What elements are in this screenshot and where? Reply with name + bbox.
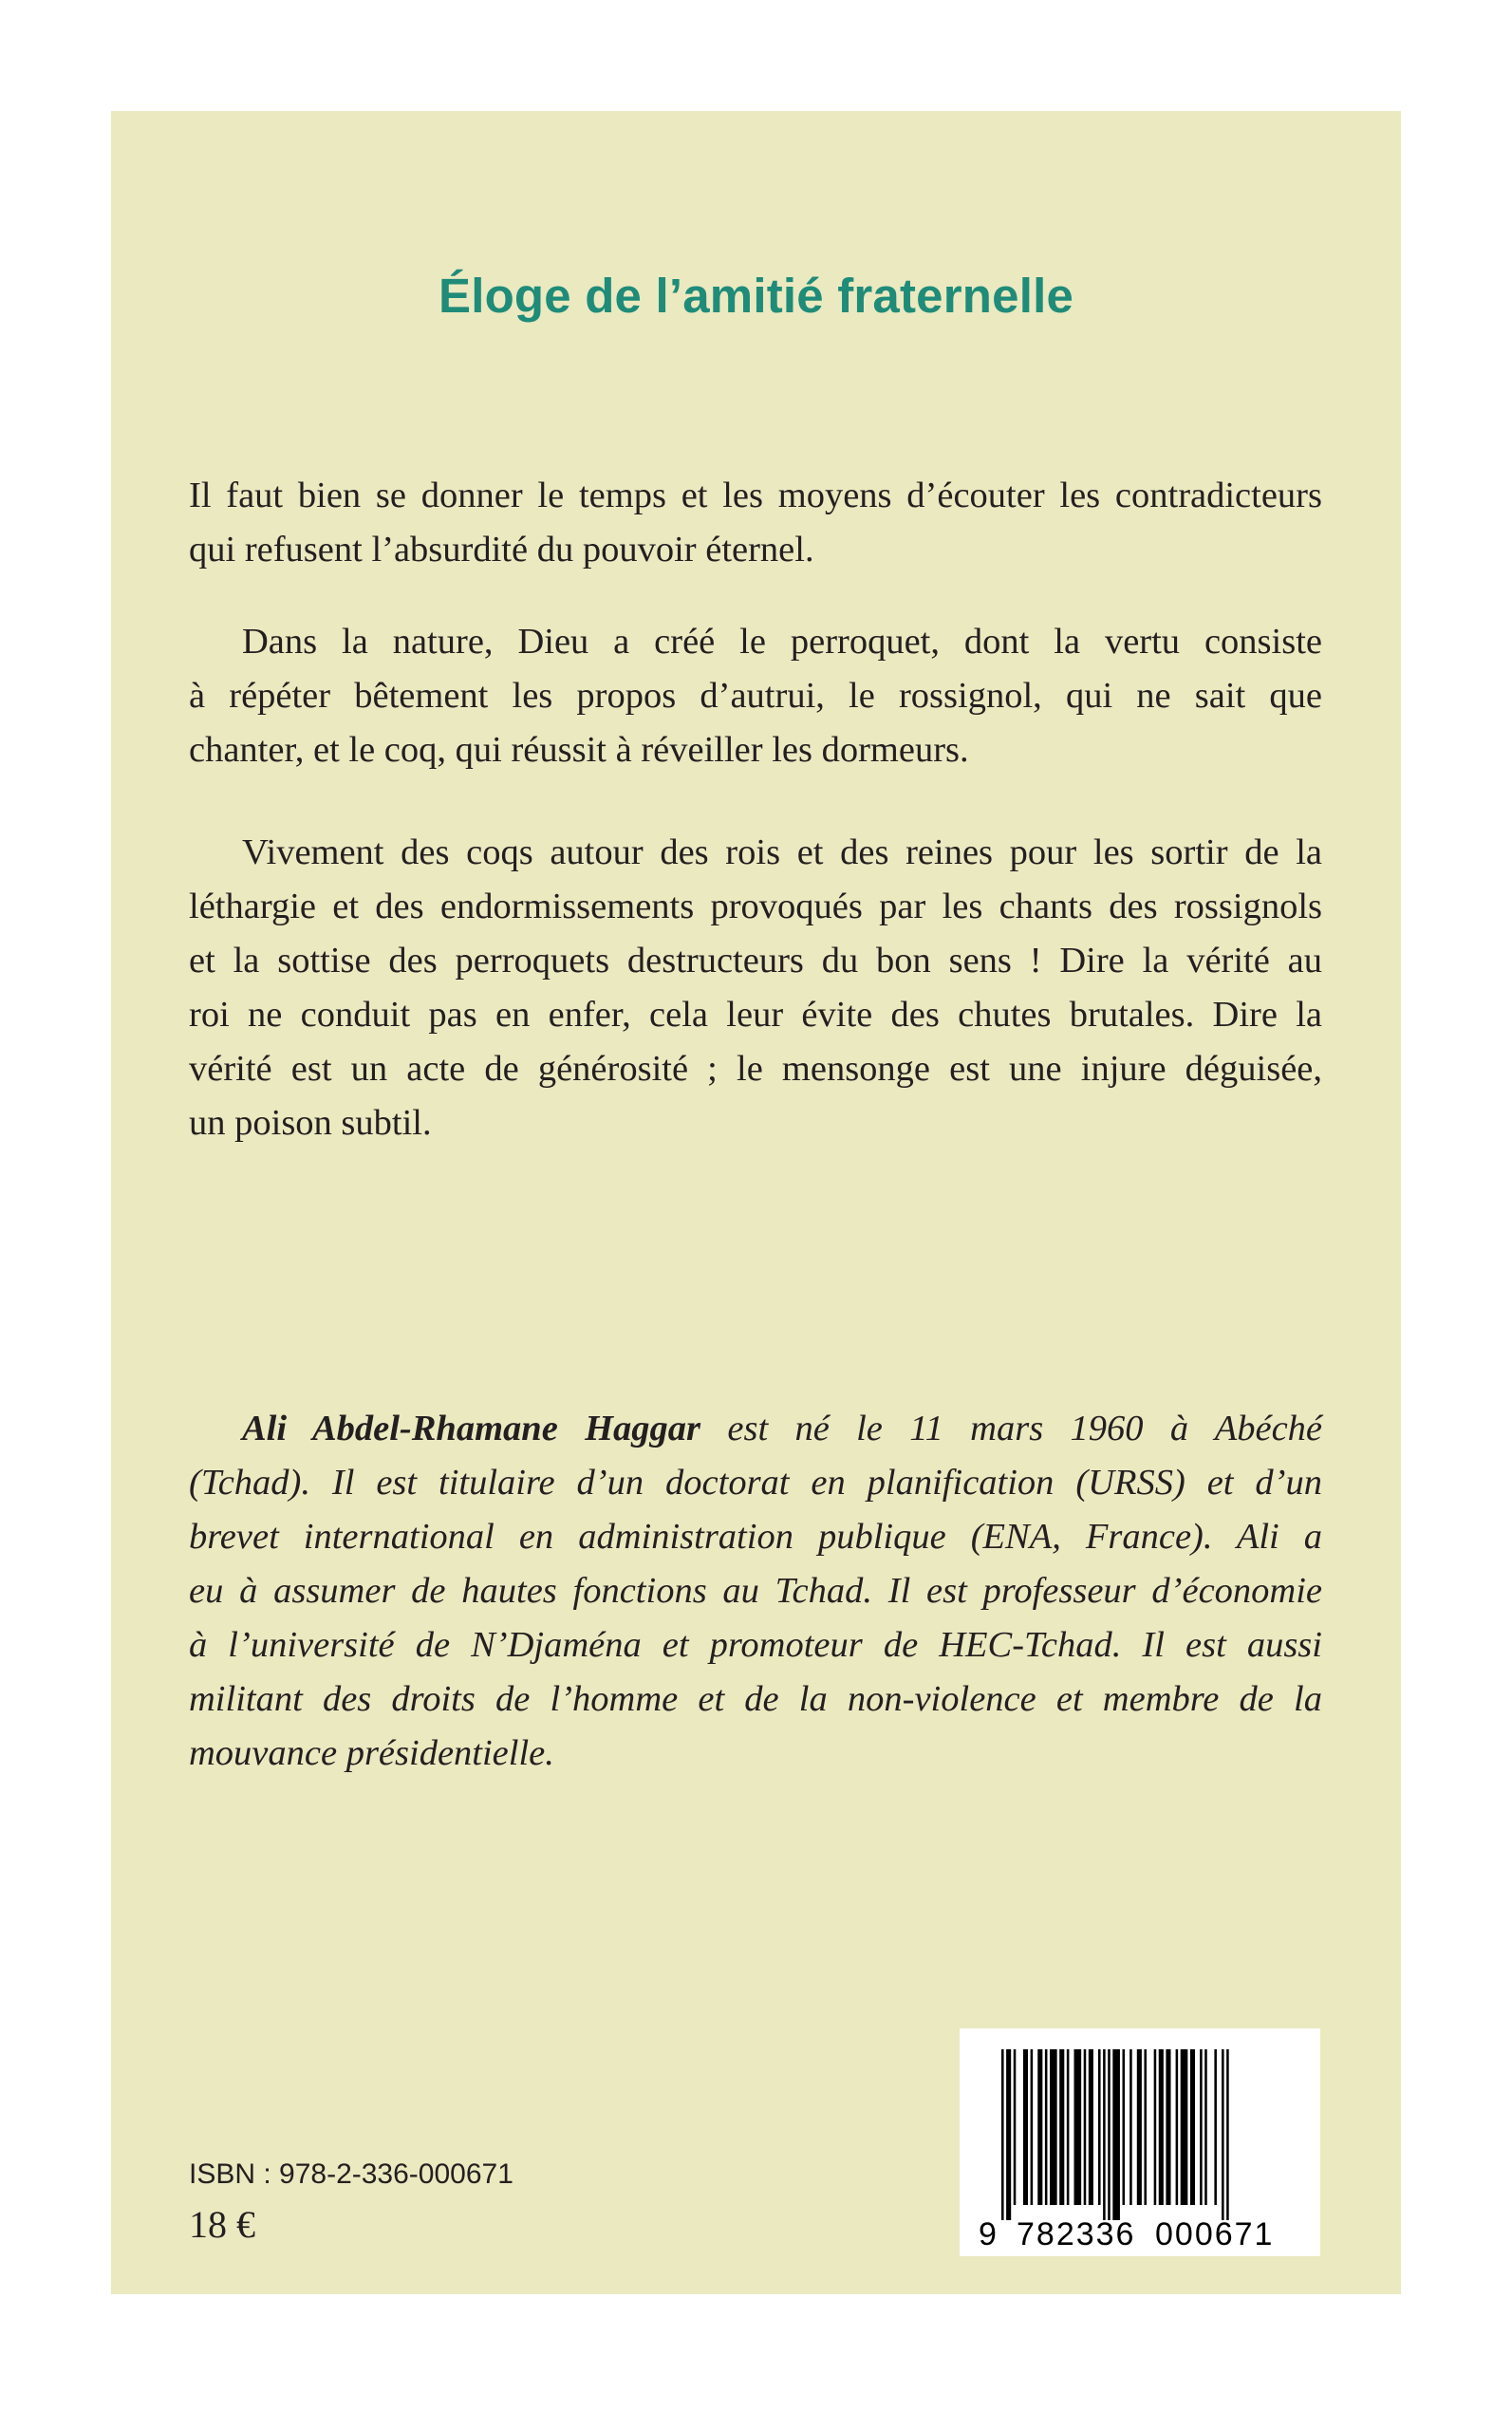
barcode-bar [1098, 2049, 1101, 2205]
book-back-cover [111, 111, 1401, 2294]
barcode-bar [1084, 2049, 1087, 2205]
barcode-bar [1059, 2049, 1064, 2205]
barcode-bar [1067, 2049, 1070, 2205]
barcode-bar [1137, 2049, 1142, 2205]
text-line: à répéter bêtement les propos d’autrui, le rossignol, qui ne sait que [189, 676, 1322, 716]
barcode-bar [1103, 2049, 1106, 2220]
barcode-bar [1001, 2049, 1004, 2220]
text-line: un poison subtil. [189, 1103, 432, 1143]
barcode-bar [1014, 2049, 1017, 2205]
barcode-bar [1031, 2049, 1034, 2205]
text-line: mouvance présidentielle. [189, 1733, 554, 1773]
barcode-digits-left: 782336 [1017, 2216, 1136, 2252]
bio-first-line-rest: est né le 11 mars 1960 à Abéché [700, 1409, 1322, 1448]
barcode-bar [1214, 2049, 1217, 2205]
barcode-bar [1190, 2049, 1195, 2205]
isbn-label: ISBN : 978-2-336-000671 [189, 2158, 513, 2190]
barcode-bar [1154, 2049, 1157, 2205]
barcode-bar [1123, 2049, 1126, 2205]
barcode-graphic [960, 2028, 1320, 2256]
barcode-bar [1037, 2049, 1042, 2205]
blurb-paragraph-1 [189, 469, 1322, 577]
text-line: eu à assumer de hautes fonctions au Tchad. Il est professeur d’économie [189, 1571, 1322, 1611]
barcode-bar [1226, 2049, 1229, 2220]
barcode-bar [1108, 2049, 1111, 2220]
text-line: Vivement des coqs autour des rois et des reines pour les sortir de la [242, 832, 1322, 872]
text-line: militant des droits de l’homme et de la non-violence et membre de la [189, 1679, 1322, 1719]
text-line: à l’université de N’Djaména et promoteur de HEC-Tchad. Il est aussi [189, 1625, 1322, 1665]
text-line: léthargie et des endormissements provoqués par les chants des rossignols [189, 887, 1322, 926]
barcode-bar [1129, 2049, 1132, 2205]
barcode-bar [1074, 2049, 1082, 2205]
barcode-bar [1159, 2049, 1164, 2205]
barcode-bar [1023, 2049, 1028, 2205]
barcode-digit-prefix: 9 [979, 2216, 997, 2252]
barcode-bar [1089, 2049, 1093, 2205]
text-line: vérité est un acte de générosité ; le mensonge est une injure déguisée, [189, 1049, 1322, 1089]
author-name: Ali Abdel-Rhamane Haggar [242, 1409, 701, 1448]
text-line: qui refusent l’absurdité du pouvoir éternel. [189, 530, 814, 570]
barcode-bar [1050, 2049, 1057, 2205]
barcode-digits-right: 000671 [1155, 2216, 1275, 2252]
book-title: Éloge de l’amitié fraternelle [438, 269, 1074, 323]
barcode-bar [1166, 2049, 1170, 2205]
text-line: (Tchad). Il est titulaire d’un doctorat en planification (URSS) et d’un [189, 1463, 1322, 1503]
barcode-bar [1204, 2049, 1207, 2205]
text-line: Il faut bien se donner le temps et les moyens d’écouter les contradicteurs [189, 476, 1322, 515]
barcode-bars [1001, 2049, 1229, 2220]
price-label: 18 € [189, 2203, 255, 2246]
author-biography [189, 1402, 1322, 1781]
barcode-bar [1200, 2049, 1203, 2205]
text-line: chanter, et le coq, qui réussit à réveiller les dormeurs. [189, 730, 969, 770]
text-line: Dans la nature, Dieu a créé le perroquet, dont la vertu consiste [242, 622, 1322, 662]
text-line [189, 1402, 1322, 1456]
barcode [960, 2028, 1320, 2256]
barcode-bar [1112, 2049, 1120, 2220]
blurb-paragraph-3 [189, 826, 1322, 1150]
barcode-bar [1222, 2049, 1224, 2220]
barcode-bar [1176, 2049, 1179, 2205]
barcode-bar [1045, 2049, 1048, 2205]
text-line: roi ne conduit pas en enfer, cela leur évite des chutes brutales. Dire la [189, 995, 1322, 1035]
barcode-bar [1181, 2049, 1188, 2205]
blurb-paragraph-2 [189, 615, 1322, 777]
barcode-bar [1144, 2049, 1147, 2205]
text-line: et la sottise des perroquets destructeurs du bon sens ! Dire la vérité au [189, 941, 1322, 981]
text-line: brevet international en administration publique (ENA, France). Ali a [189, 1517, 1322, 1557]
barcode-bar [1006, 2049, 1011, 2220]
